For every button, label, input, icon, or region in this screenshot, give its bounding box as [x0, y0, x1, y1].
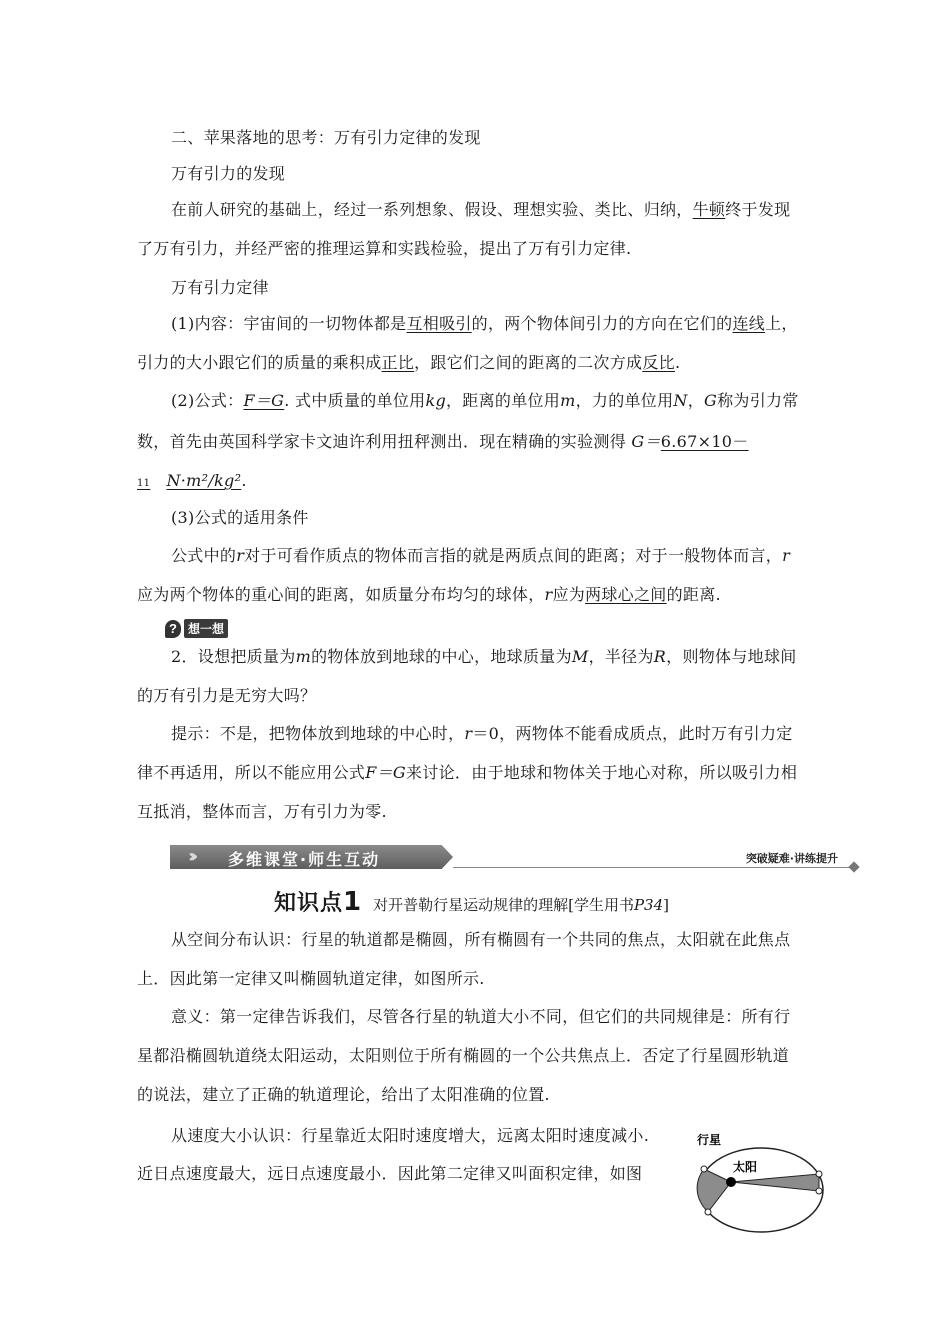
swept-area-near — [697, 1169, 731, 1212]
answer-gravitational-constant: 6.67×10－ — [660, 432, 749, 451]
knowledge-number: 1 — [343, 887, 362, 917]
think-answer-line2: 律不再适用，所以不能应用公式F＝G来讨论．由于地球和物体关于地心对称，所以吸引力相 — [137, 763, 798, 782]
discovery-title: 万有引力的发现 — [171, 164, 286, 183]
body-p3-line1: 从速度大小认识：行星靠近太阳时速度增大，远离太阳时速度减小. — [171, 1126, 650, 1145]
body-p3-line2: 近日点速度最大，远日点速度最小．因此第二定律又叫面积定律，如图 — [137, 1164, 643, 1183]
discovery-paragraph-line2: 了万有引力，并经严密的推理运算和实践检验，提出了万有引力定律. — [137, 239, 632, 258]
answer-inverse: 反比 — [642, 353, 675, 372]
conditions-title: (3)公式的适用条件 — [171, 508, 309, 527]
think-label: 想一想 — [184, 619, 228, 638]
think-answer-line3: 互抵消，整体而言，万有引力为零. — [137, 802, 387, 821]
conditions-line2: 应为两个物体的重心间的距离，如质量分布均匀的球体，r应为两球心之间的距离. — [137, 585, 721, 604]
formula-line3: 11 N·m²/kg². — [137, 471, 247, 490]
section-heading: 二、苹果落地的思考：万有引力定律的发现 — [171, 128, 481, 147]
answer-mutual-attraction: 互相吸引 — [406, 314, 472, 333]
answer-connecting-line: 连线 — [732, 314, 766, 333]
answer-proportional: 正比 — [381, 353, 415, 372]
planet-icon — [705, 1209, 711, 1215]
conditions-line1: 公式中的r对于可看作质点的物体而言指的就是两质点间的距离；对于一般物体而言，r — [171, 546, 791, 565]
planet-label: 行星 — [697, 1133, 722, 1147]
knowledge-point-heading — [274, 886, 669, 917]
think-question-line2: 的万有引力是无穷大吗？ — [137, 686, 317, 705]
knowledge-label: 知识点 — [274, 891, 344, 916]
classroom-banner — [170, 845, 860, 871]
diamond-icon — [848, 861, 859, 872]
planet-icon — [816, 1171, 822, 1177]
think-answer-line1: 提示：不是，把物体放到地球的中心时，r＝0，两物体不能看成质点，此时万有引力定 — [171, 724, 793, 743]
swept-area-far — [731, 1174, 819, 1191]
planet-icon — [816, 1188, 822, 1194]
law-content-line2: 引力的大小跟它们的质量的乘积成正比，跟它们之间的距离的二次方成反比. — [137, 353, 681, 372]
banner-rule — [453, 867, 850, 868]
body-p2-line3: 的说法，建立了正确的轨道理论，给出了太阳准确的位置. — [137, 1085, 550, 1104]
formula-expression: F＝G — [243, 391, 285, 410]
law-title: 万有引力定律 — [171, 278, 269, 297]
sun-icon — [726, 1177, 736, 1187]
body-p1-line2: 上．因此第一定律又叫椭圆轨道定律，如图所示. — [137, 969, 485, 988]
double-chevron-icon: ››› — [188, 846, 193, 867]
banner-subtitle: 突破疑难·讲练提升 — [745, 852, 838, 865]
body-p2-line1: 意义：第一定律告诉我们，尽管各行星的轨道大小不同，但它们的共同规律是：所有行 — [171, 1007, 791, 1026]
think-badge — [165, 619, 228, 638]
orbit-figure — [693, 1128, 833, 1238]
formula-line1: (2)公式：F＝G. 式中质量的单位用kg，距离的单位用m，力的单位用N，G称为引力常 — [171, 391, 799, 410]
question-icon: ? — [165, 620, 181, 638]
answer-between-centers: 两球心之间 — [585, 585, 667, 604]
answer-newton: 牛顿 — [692, 200, 726, 219]
law-content-line1: (1)内容：宇宙间的一切物体都是互相吸引的，两个物体间引力的方向在它们的连线上， — [171, 314, 798, 333]
sun-label: 太阳 — [733, 1160, 758, 1174]
planet-icon — [701, 1166, 707, 1172]
think-question-line1: 2．设想把质量为m的物体放到地球的中心，地球质量为M，半径为R，则物体与地球间 — [171, 647, 797, 666]
knowledge-text: 对开普勒行星运动规律的理解[学生用书P34] — [373, 896, 670, 914]
discovery-paragraph-line1: 在前人研究的基础上，经过一系列想象、假设、理想实验、类比、归纳，牛顿终于发现 — [171, 200, 791, 219]
answer-unit: N·m²/kg² — [166, 471, 242, 490]
banner-title: 多维课堂·师生互动 — [228, 850, 381, 869]
orbit-diagram — [693, 1128, 833, 1238]
body-p2-line2: 星都沿椭圆轨道绕太阳运动，太阳则位于所有椭圆的一个公共焦点上．否定了行星圆形轨道 — [137, 1046, 790, 1065]
formula-line2: 数，首先由英国科学家卡文迪许利用扭秤测出．现在精确的实验测得 G＝6.67×10－ — [137, 432, 749, 451]
body-p1-line1: 从空间分布认识：行星的轨道都是椭圆，所有椭圆有一个共同的焦点，太阳就在此焦点 — [171, 930, 791, 949]
